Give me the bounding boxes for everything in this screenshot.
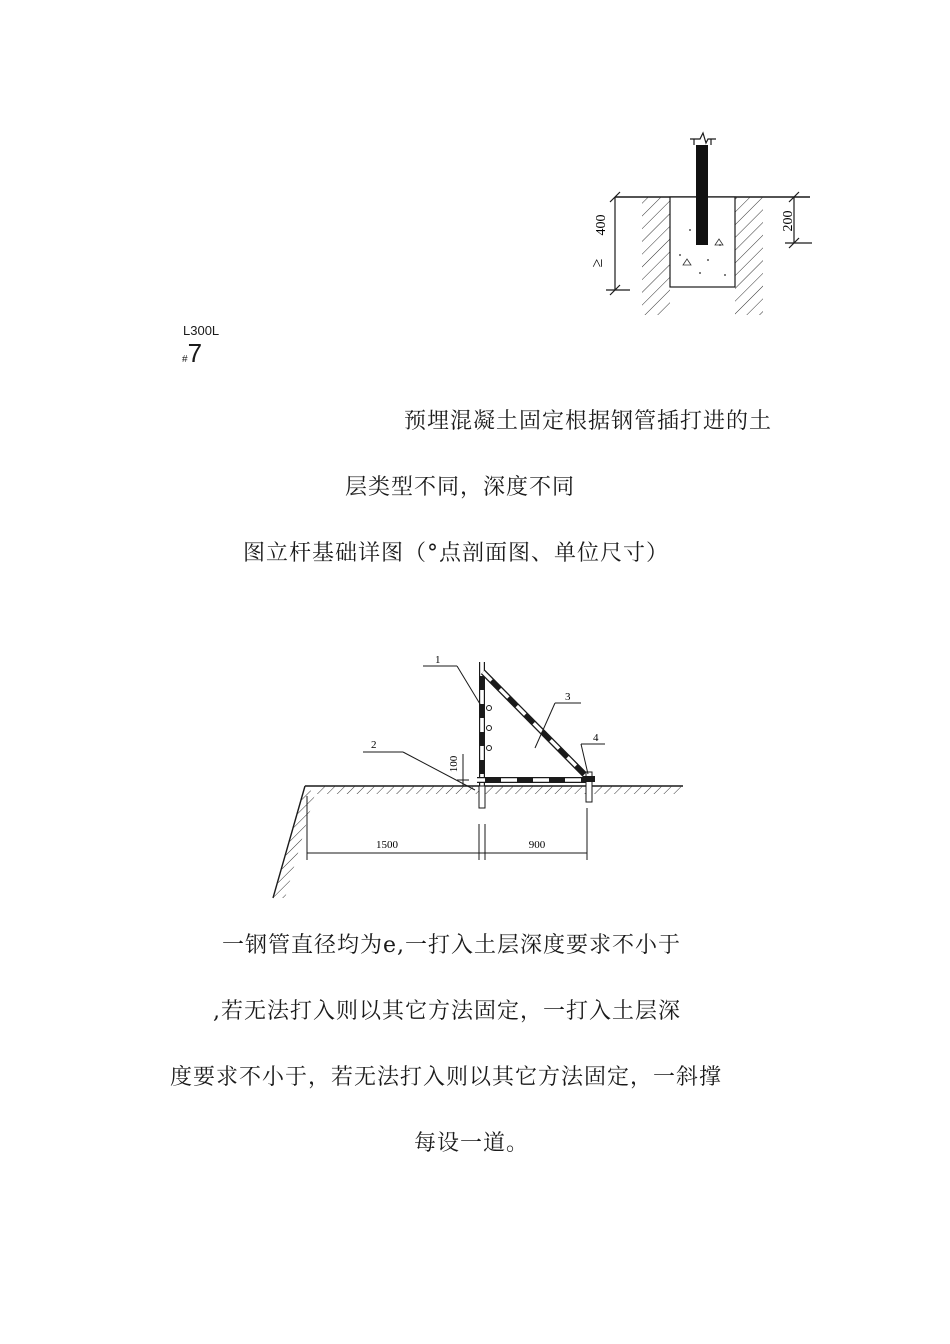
side-label-num: 7 bbox=[187, 338, 203, 368]
soil-hatch-left bbox=[642, 197, 670, 315]
side-label-prefix: # bbox=[182, 354, 188, 365]
dim-1500-label: 1500 bbox=[376, 839, 398, 851]
side-label-l300l: L300L bbox=[183, 323, 220, 338]
part-label-1: 1 bbox=[435, 654, 441, 666]
part-label-4: 4 bbox=[593, 732, 599, 744]
brace-support-figure bbox=[265, 648, 695, 903]
steel-pole bbox=[696, 145, 708, 245]
slope-hatch bbox=[273, 786, 315, 898]
dim-400-label: 400 bbox=[594, 214, 609, 236]
soil-hatch-right bbox=[735, 197, 763, 315]
part-label-3: 3 bbox=[565, 691, 571, 703]
dim-900-label: 900 bbox=[528, 839, 546, 851]
caption2-line1: 一钢管直径均为e,一打入土层深度要求不小于 bbox=[222, 933, 682, 958]
caption2-line4: 每设一道。 bbox=[414, 1131, 530, 1156]
dim-ge-label: ≥ bbox=[589, 258, 606, 268]
caption2-line3: 度要求不小于，若无法打入则以其它方法固定，一斜撑 bbox=[170, 1065, 723, 1090]
caption1-line1: 预埋混凝土固定根据钢管插打进的土 bbox=[404, 409, 773, 434]
caption2-line2: ,若无法打入则以其它方法固定，一打入土层深 bbox=[213, 999, 681, 1024]
dim-100-label: 100 bbox=[448, 755, 460, 773]
foundation-section-figure bbox=[580, 125, 820, 330]
dim-200-label: 200 bbox=[781, 210, 796, 232]
ground-hatch bbox=[315, 786, 683, 794]
side-label-number bbox=[182, 338, 202, 369]
caption1-line2: 层类型不同，深度不同 bbox=[345, 475, 576, 500]
caption1-line3: 图立杆基础详图（°点剖面图、单位尺寸） bbox=[243, 541, 670, 566]
part-label-2: 2 bbox=[371, 739, 377, 751]
